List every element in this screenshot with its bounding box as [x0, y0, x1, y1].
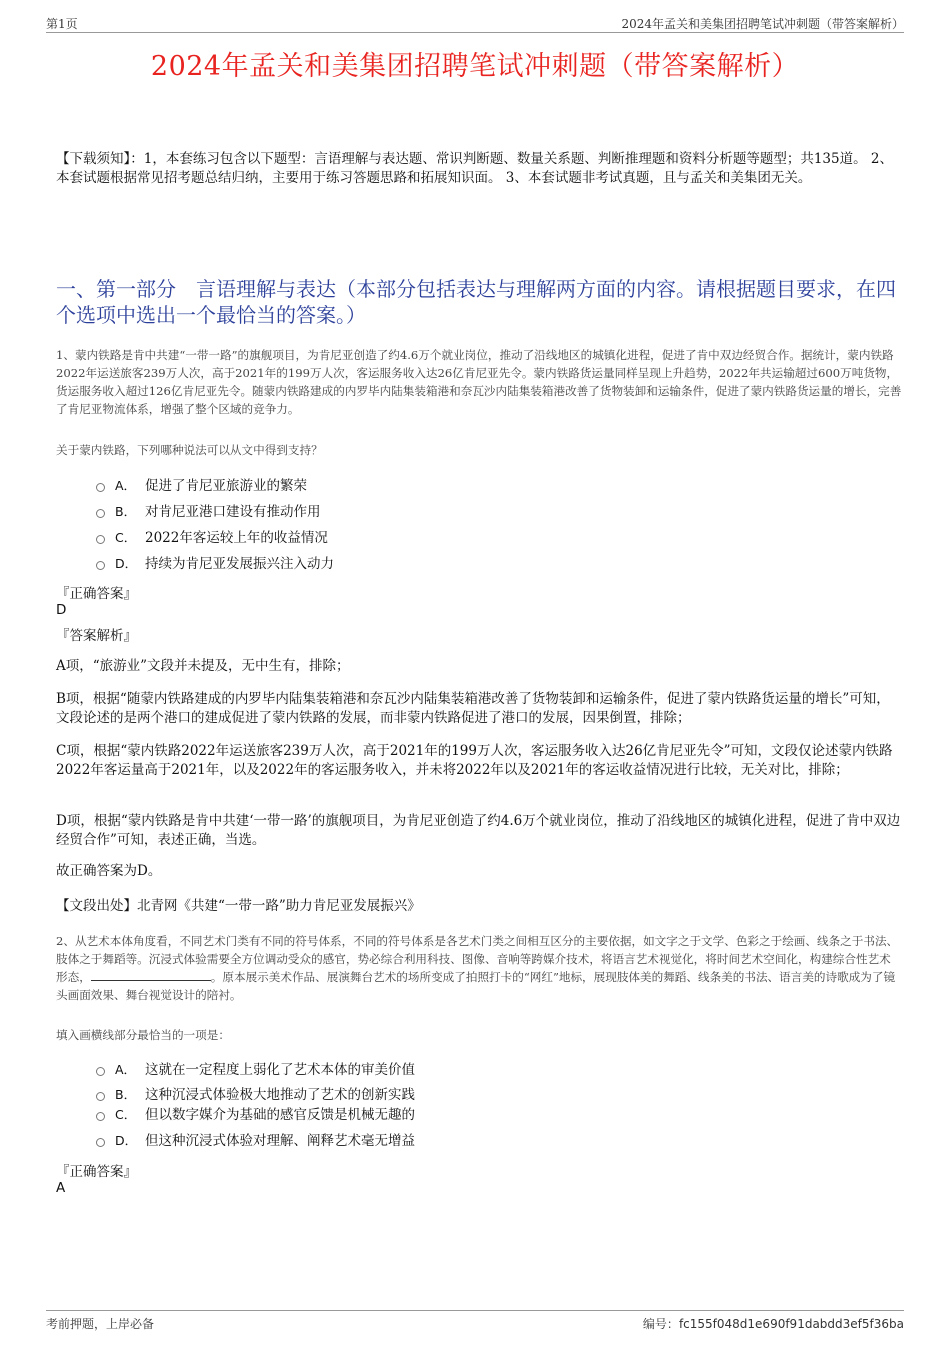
radio-icon[interactable] [96, 509, 105, 518]
q1-conclusion: 故正确答案为D。 [56, 863, 162, 879]
page-header [46, 14, 904, 33]
question-1-ask: 关于蒙内铁路，下列哪种说法可以从文中得到支持？ [56, 443, 323, 457]
q1-answer-label: 『正确答案』 [56, 586, 137, 602]
section-heading: 一、第一部分 言语理解与表达（本部分包括表达与理解两方面的内容。请根据题目要求，在四个选项中选出一个最恰当的答案。） [56, 277, 896, 327]
radio-icon[interactable] [96, 1067, 105, 1076]
q2-answer-label: 『正确答案』 [56, 1164, 137, 1180]
q1-answer-value: D [56, 602, 67, 618]
q1-source: 【文段出处】北青网《共建“一带一路”助力肯尼亚发展振兴》 [56, 898, 421, 914]
page-footer [46, 1310, 904, 1331]
q1-analysis-d: D项，根据“蒙内铁路是肯中共建‘一带一路’的旗舰项目，为肯尼亚创造了约4.6万个就业岗位，推动了沿线地区的城镇化进程，促进了肯中双边经贸合作”可知，表述正确，当选。 [56, 813, 901, 848]
radio-icon[interactable] [96, 561, 105, 570]
radio-icon[interactable] [96, 1138, 105, 1147]
radio-icon[interactable] [96, 535, 105, 544]
question-2-stem: 2、从艺术本体角度看，不同艺术门类有不同的符号体系，不同的符号体系是各艺术门类之间相互区分的主要依据，如文字之于文学、色彩之于绘画、线条之于书法、肢体之于舞蹈等。沉浸式体验需要全方位调动受众的感官，势必综合利用科技、图像、音响等跨媒介技术，将语言艺术视觉化，将时间艺术空间化，构建综合性艺术形态， 。原本展示美术作品、展演舞台艺术的场所变成了拍照打卡的“网红”地标，展现肢体美的舞蹈、线条美的书法、语言美的诗歌成为了镜头画面效果、舞台视觉设计的陪衬。 [56, 934, 899, 1002]
q1-option-d[interactable]: D． 持续为肯尼亚发展振兴注入动力 [96, 554, 334, 574]
radio-icon[interactable] [96, 483, 105, 492]
header-doc-title: 2024年孟关和美集团招聘笔试冲刺题（带答案解析） [621, 17, 904, 31]
q2-option-b[interactable]: B． 这种沉浸式体验极大地推动了艺术的创新实践 [96, 1085, 415, 1105]
q1-option-b[interactable]: B． 对肯尼亚港口建设有推动作用 [96, 502, 321, 522]
q2-option-d[interactable]: D． 但这种沉浸式体验对理解、阐释艺术毫无增益 [96, 1131, 415, 1151]
q2-option-c[interactable]: C． 但以数字媒介为基础的感官反馈是机械无趣的 [96, 1105, 415, 1125]
page-number: 第1页 [46, 17, 78, 31]
q1-option-c[interactable]: C． 2022年客运较上年的收益情况 [96, 528, 328, 548]
q1-analysis-c: C项，根据“蒙内铁路2022年运送旅客239万人次，高于2021年的199万人次，客运服务收入达26亿肯尼亚先令”可知，文段仅论述蒙内铁路2022年客运量高于2021年，以及2022年的客运服务收入，并未将2022年以及2021年的客运收益情况进行比较，无关对比，排除； [56, 743, 893, 778]
radio-icon[interactable] [96, 1112, 105, 1121]
question-2-ask: 填入画横线部分最恰当的一项是： [56, 1028, 230, 1042]
document-title: 2024年孟关和美集团招聘笔试冲刺题（带答案解析） [150, 51, 800, 82]
footer-slogan: 考前押题，上岸必备 [46, 1317, 155, 1331]
q1-option-a[interactable]: A． 促进了肯尼亚旅游业的繁荣 [96, 476, 307, 496]
fill-blank-line [91, 968, 211, 981]
q1-analysis-label: 『答案解析』 [56, 628, 137, 644]
question-1-stem: 1、蒙内铁路是肯中共建“一带一路”的旗舰项目，为肯尼亚创造了约4.6万个就业岗位，推动了沿线地区的城镇化进程，促进了肯中双边经贸合作。据统计，蒙内铁路2022年运送旅客239万人次，高于2021年的199万人次，客运服务收入达26亿肯尼亚先令。蒙内铁路货运量同样呈现上升趋势，2022年共运输超过600万吨货物，货运服务收入超过126亿肯尼亚先令。随蒙内铁路建成的内罗毕内陆集装箱港和奈瓦沙内陆集装箱港改善了货物装卸和运输条件，促进了蒙内铁路货运量的增长，完善了肯尼亚物流体系，增强了整个区域的竞争力。 [56, 348, 902, 416]
q1-analysis-a: A项，“旅游业”文段并未提及，无中生有，排除； [56, 658, 350, 674]
q2-answer-value: A [56, 1180, 66, 1196]
q2-option-a[interactable]: A． 这就在一定程度上弱化了艺术本体的审美价值 [96, 1060, 415, 1080]
radio-icon[interactable] [96, 1092, 105, 1101]
q1-analysis-b: B项，根据“随蒙内铁路建成的内罗毕内陆集装箱港和奈瓦沙内陆集装箱港改善了货物装卸和运输条件，促进了蒙内铁路货运量的增长”可知，文段论述的是两个港口的建成促进了蒙内铁路的发展，而非蒙内铁路促进了港口的发展，因果倒置，排除； [56, 691, 890, 726]
footer-code: 编号：fc155f048d1e690f91dabdd3ef5f36ba [642, 1317, 904, 1331]
download-notice: 【下载须知】：1，本套练习包含以下题型：言语理解与表达题、常识判断题、数量关系题、判断推理题和资料分析题等题型；共135道。 2、本套试题根据常见招考题总结归纳，主要用于练习答题思路和拓展知识面。 3、本套试题非考试真题，且与孟关和美集团无关。 [56, 151, 893, 186]
